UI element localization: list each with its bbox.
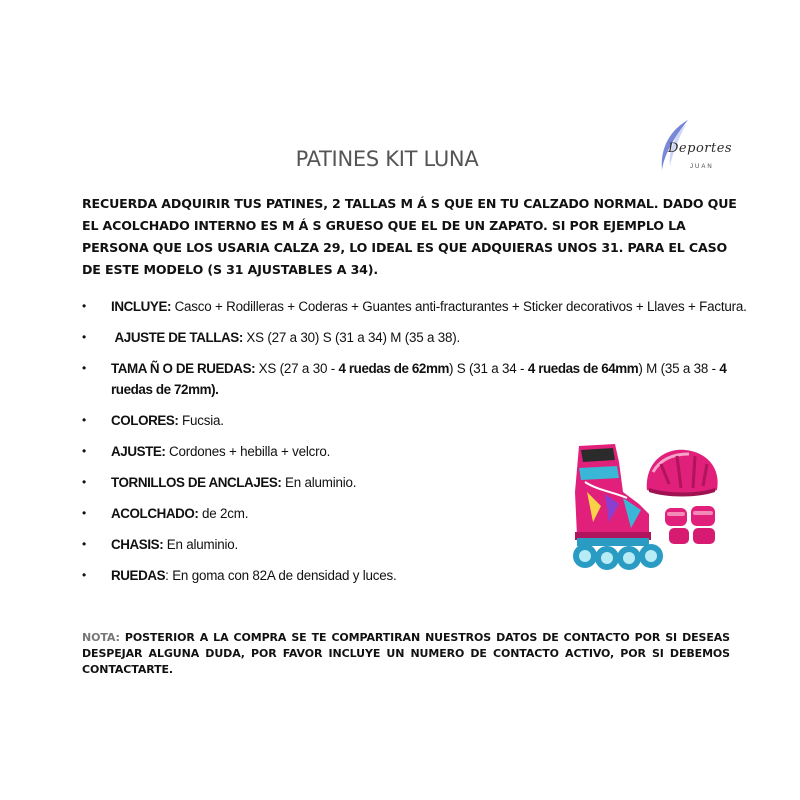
- bullet-icon: •: [82, 444, 87, 458]
- feature-label: COLORES:: [111, 413, 179, 428]
- list-item-ajuste-tallas: [82, 327, 751, 348]
- feature-value: Casco + Rodilleras + Coderas + Guantes anti-fracturantes + Sticker decorativos + Llaves + Factura.: [171, 299, 747, 314]
- bullet-icon: •: [82, 475, 87, 489]
- feature-value: XS (27 a 30) S (31 a 34) M (35 a 38).: [242, 330, 461, 345]
- note-label: NOTA:: [82, 631, 120, 644]
- bullet-icon: •: [82, 361, 87, 375]
- feature-value-bold: 4 ruedas de 62mm: [338, 361, 449, 376]
- helmet-icon: [647, 450, 718, 497]
- feature-value: ) M (35 a 38 -: [638, 361, 720, 376]
- wheels-icon: [573, 544, 663, 570]
- feature-value: de 2cm.: [198, 506, 249, 521]
- logo-name: Deportes: [668, 141, 733, 156]
- inline-skate-kit-icon: [557, 432, 732, 582]
- feature-value: XS (27 a 30 -: [255, 361, 339, 376]
- contact-note: [82, 630, 730, 678]
- feature-label: CHASIS:: [111, 537, 164, 552]
- bullet-icon: •: [82, 537, 87, 551]
- feature-label: AJUSTE DE TALLAS:: [114, 330, 243, 345]
- size-advice-paragraph: RECUERDA ADQUIRIR TUS PATINES, 2 TALLAS M Á S QUE EN TU CALZADO NORMAL. DADO QUE EL ACOLCHADO INTERNO ES M Á S GRUESO QUE EL DE UN ZAPATO. SI POR EJEMPLO LA PERSONA QUE LOS USARIA CALZA 29, LO IDEAL ES QUE ADQUIERAS UNOS 31. PARA EL CASO DE ESTE MODELO (S 31 AJUSTABLES A 34).: [82, 196, 737, 277]
- feature-value: : En goma con 82A de densidad y luces.: [165, 568, 397, 583]
- list-item-tornillos: [82, 472, 581, 493]
- list-item-ruedas: [82, 565, 581, 586]
- bullet-icon: •: [82, 413, 87, 427]
- page-title: PATINES KIT LUNA: [295, 147, 479, 171]
- bullet-icon: •: [82, 506, 87, 520]
- feature-label: RUEDAS: [111, 568, 166, 583]
- bullet-icon: •: [82, 299, 87, 313]
- feature-value: En aluminio.: [163, 537, 239, 552]
- feature-label: TORNILLOS DE ANCLAJES:: [111, 475, 282, 490]
- list-item-colores: [82, 410, 581, 431]
- feature-value-bold: 4 ruedas de 72mm).: [111, 361, 727, 397]
- skate-icon: [575, 444, 651, 546]
- feature-value: Cordones + hebilla + velcro.: [165, 444, 331, 459]
- list-item-incluye: [82, 296, 751, 317]
- list-item-chasis: [82, 534, 581, 555]
- feature-label: AJUSTE:: [111, 444, 166, 459]
- bullet-icon: •: [82, 568, 87, 582]
- feature-value-bold: 4 ruedas de 64mm: [527, 361, 639, 376]
- list-item-tamano-ruedas: [82, 358, 751, 400]
- list-item-ajuste: [82, 441, 581, 462]
- list-item-acolchado: [82, 503, 581, 524]
- feature-value: ) S (31 a 34 -: [448, 361, 528, 376]
- bullet-icon: •: [82, 330, 87, 344]
- product-image: [557, 432, 732, 582]
- logo-subtitle: JUAN: [690, 164, 714, 170]
- feature-value: En aluminio.: [281, 475, 357, 490]
- feature-value: Fucsia.: [178, 413, 224, 428]
- feature-label: ACOLCHADO:: [111, 506, 199, 521]
- pads-icon: [665, 506, 715, 544]
- feature-label: TAMA Ñ O DE RUEDAS:: [111, 361, 256, 376]
- feature-label: INCLUYE:: [111, 299, 172, 314]
- note-text: POSTERIOR A LA COMPRA SE TE COMPARTIRAN NUESTROS DATOS DE CONTACTO POR SI DESEAS DESPEJAR ALGUNA DUDA, POR FAVOR INCLUYE UN NUMERO DE CONTACTO ACTIVO, POR SI DEBEMOS CONTACTARTE.: [82, 631, 730, 676]
